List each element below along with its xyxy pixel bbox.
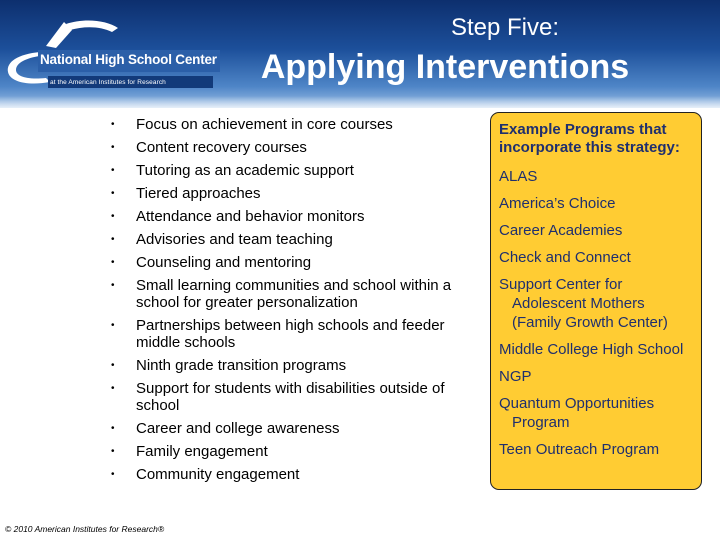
list-item-text: Tiered approaches	[136, 185, 261, 202]
list-item	[104, 420, 474, 437]
list-item-text: Support for students with disabilities outside of school	[136, 380, 445, 414]
list-item	[104, 380, 474, 414]
example-program-item: Middle College High School	[499, 341, 684, 358]
example-program-item: America’s Choice	[499, 195, 616, 212]
list-item-text: Focus on achievement in core courses	[136, 116, 393, 133]
bullet-icon: •	[111, 469, 115, 480]
list-item	[104, 357, 474, 374]
list-item	[104, 277, 474, 311]
logo-tagline: at the American Institutes for Research	[50, 79, 166, 86]
list-item	[104, 317, 474, 351]
list-item	[104, 208, 474, 225]
example-programs-box	[490, 112, 702, 490]
example-program-item: NGP	[499, 368, 532, 385]
bullet-icon: •	[111, 360, 115, 371]
list-item-text: Small learning communities and school within a school for greater personalization	[136, 277, 452, 311]
bullet-icon: •	[111, 383, 115, 394]
list-item	[104, 139, 474, 156]
bullet-icon: •	[111, 119, 115, 130]
bullet-icon: •	[111, 446, 115, 457]
list-item	[104, 254, 474, 271]
list-item-text: Ninth grade transition programs	[136, 357, 347, 374]
list-item-text: Partnerships between high schools and feeder middle schools	[136, 317, 445, 351]
slide-subtitle: Step Five:	[450, 14, 560, 41]
example-program-item: Support Center for Adolescent Mothers (Family Growth Center)	[499, 276, 668, 331]
bullet-icon: •	[111, 188, 115, 199]
bullet-icon: •	[111, 142, 115, 153]
list-item-text: Advisories and team teaching	[136, 231, 333, 248]
bullet-icon: •	[111, 211, 115, 222]
example-program-item: Check and Connect	[499, 249, 631, 266]
example-programs-list	[499, 167, 695, 459]
list-item	[104, 231, 474, 248]
list-item	[104, 116, 474, 133]
list-item-text: Attendance and behavior monitors	[136, 208, 365, 225]
example-program-item: Teen Outreach Program	[499, 441, 660, 458]
nhsc-logo	[6, 16, 221, 96]
list-item-text: Community engagement	[136, 466, 300, 483]
intervention-list	[104, 116, 474, 489]
slide-title: Applying Interventions	[260, 48, 630, 86]
list-item	[104, 466, 474, 483]
bullet-icon: •	[111, 280, 115, 291]
list-item	[104, 162, 474, 179]
example-program-item: Career Academies	[499, 222, 623, 239]
copyright-footer: © 2010 American Institutes for Research®	[5, 524, 165, 534]
list-item-text: Content recovery courses	[136, 139, 307, 156]
list-item-text: Counseling and mentoring	[136, 254, 312, 271]
example-program-item: Quantum Opportunities Program	[499, 395, 655, 431]
example-programs-title: Example Programs that incorporate this strategy:	[499, 121, 680, 156]
example-program-item: ALAS	[499, 168, 538, 185]
bullet-icon: •	[111, 320, 115, 331]
logo-name: National High School Center	[40, 52, 217, 67]
list-item	[104, 185, 474, 202]
list-item-text: Family engagement	[136, 443, 268, 460]
bullet-icon: •	[111, 257, 115, 268]
list-item	[104, 443, 474, 460]
bullet-icon: •	[111, 423, 115, 434]
list-item-text: Tutoring as an academic support	[136, 162, 354, 179]
header-fade	[0, 96, 720, 112]
list-item-text: Career and college awareness	[136, 420, 340, 437]
bullet-icon: •	[111, 234, 115, 245]
bullet-icon: •	[111, 165, 115, 176]
